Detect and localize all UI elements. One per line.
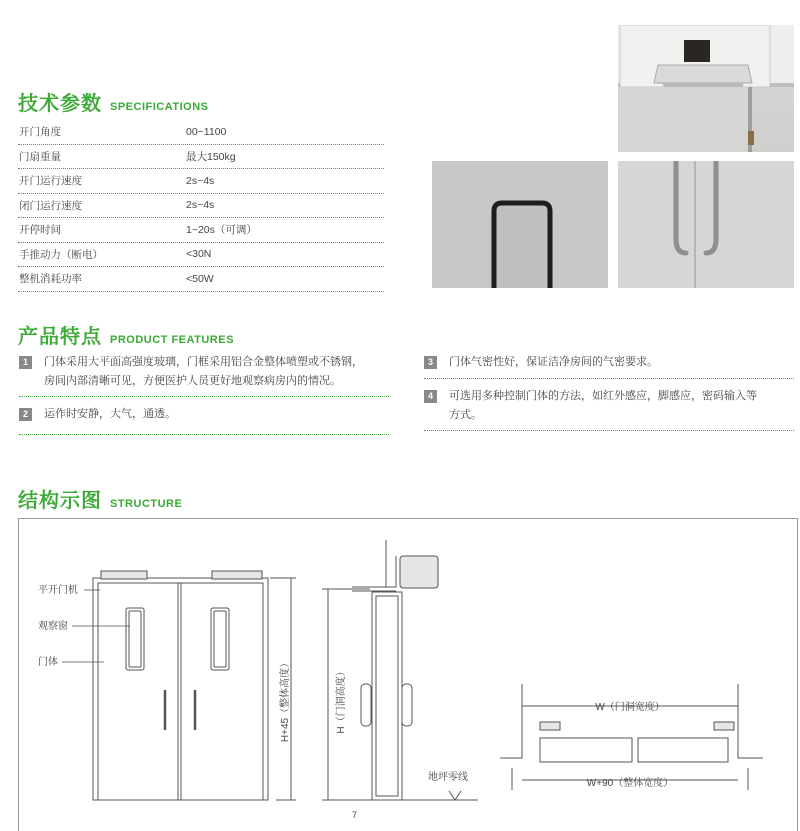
feature-line: 可选用多种控制门体的方法，如红外感应，脚感应，密码输入等 bbox=[449, 390, 757, 402]
structure-title-cn: 结构示图 bbox=[18, 490, 102, 512]
features-title-cn: 产品特点 bbox=[18, 326, 102, 348]
feature-line: 门体采用大平面高强度玻璃，门框采用铝合金整体喷塑或不锈钢， bbox=[44, 356, 363, 368]
label-door-opening-height: H（门洞高度） bbox=[336, 666, 347, 734]
spec-value: 2s~4s bbox=[186, 174, 215, 187]
spec-value: 最大150kg bbox=[186, 150, 236, 163]
spec-value: 1~20s（可调） bbox=[186, 224, 257, 237]
feature-number-badge: 3 bbox=[424, 356, 437, 369]
label-overall-width: W+90（整体宽度） bbox=[586, 778, 674, 789]
spec-key: 手推动力（断电） bbox=[19, 248, 103, 261]
feature-line: 运作时安静，大气，通透。 bbox=[44, 408, 176, 420]
spec-key: 开停时间 bbox=[19, 224, 61, 237]
spec-key: 整机消耗功率 bbox=[19, 273, 82, 286]
label-door: 门体 bbox=[38, 657, 58, 668]
spec-key: 开门运行速度 bbox=[19, 175, 82, 188]
specs-title-en: SPECIFICATIONS bbox=[110, 101, 209, 113]
plan-view-drawing bbox=[500, 684, 763, 790]
spec-value: 00~1100 bbox=[186, 125, 227, 138]
feature-number-badge: 2 bbox=[19, 408, 32, 421]
label-window: 观察窗 bbox=[38, 621, 68, 632]
spec-key: 闭门运行速度 bbox=[19, 199, 82, 212]
label-overall-height: H+45（整体高度） bbox=[280, 657, 291, 743]
features-title-en: PRODUCT FEATURES bbox=[110, 334, 234, 346]
front-elevation-drawing bbox=[93, 571, 296, 800]
spec-value: 2s~4s bbox=[186, 199, 215, 212]
feature-line: 门体气密性好，保证洁净房间的气密要求。 bbox=[449, 356, 658, 368]
feature-line: 房间内部清晰可见，方便医护人员更好地观察病房内的情况。 bbox=[44, 375, 341, 387]
label-seven: 7 bbox=[352, 810, 358, 820]
feature-line: 方式。 bbox=[449, 409, 482, 421]
structure-title-en: STRUCTURE bbox=[110, 498, 183, 510]
spec-value: <30N bbox=[186, 248, 212, 261]
label-opening-width: W（门洞宽度） bbox=[595, 702, 665, 713]
feature-number-badge: 1 bbox=[19, 356, 32, 369]
spec-value: <50W bbox=[186, 272, 214, 285]
label-opener: 平开门机 bbox=[38, 585, 78, 596]
specs-title-cn: 技术参数 bbox=[18, 93, 102, 115]
spec-key: 门扇重量 bbox=[19, 150, 61, 163]
feature-number-badge: 4 bbox=[424, 390, 437, 403]
spec-key: 开门角度 bbox=[19, 126, 61, 139]
label-floor-zero-line: 地坪零线 bbox=[428, 772, 468, 783]
